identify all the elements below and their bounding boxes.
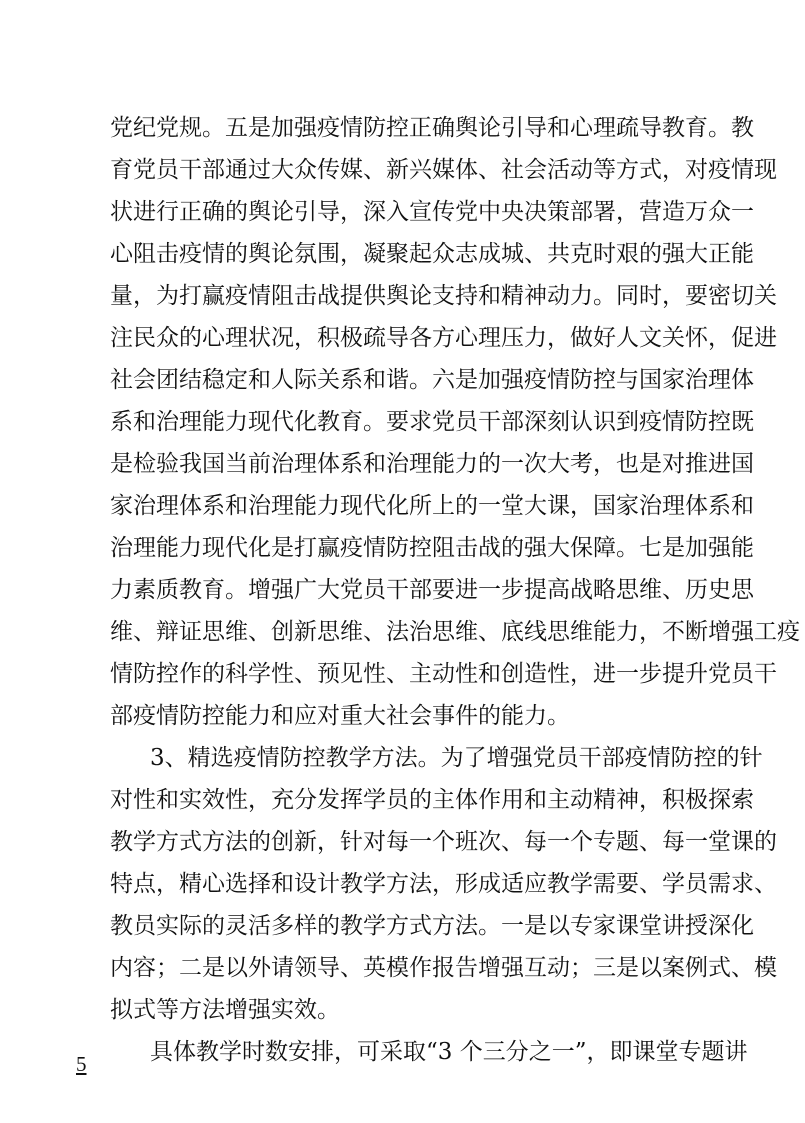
- text-line: 内容；二是以外请领导、英模作报告增强互动；三是以案例式、模: [110, 955, 777, 981]
- text-line: 维、辩证思维、创新思维、法治思维、底线思维能力，不断增强工疫: [110, 619, 800, 645]
- text-line: 量，为打赢疫情阻击战提供舆论支持和精神动力。同时，要密切关: [110, 283, 777, 309]
- text-line: 教员实际的灵活多样的教学方式方法。一是以专家课堂讲授深化: [110, 913, 754, 939]
- text-line: 力素质教育。增强广大党员干部要进一步提高战略思维、历史思: [110, 577, 754, 603]
- text-line: 状进行正确的舆论引导，深入宣传党中央决策部署，营造万众一: [110, 199, 754, 225]
- text-line: 教学方式方法的创新，针对每一个班次、每一个专题、每一堂课的: [110, 829, 777, 855]
- text-line: 拟式等方法增强实效。: [110, 997, 340, 1023]
- text-line: 注民众的心理状况，积极疏导各方心理压力，做好人文关怀，促进: [110, 325, 777, 351]
- text-line: 家治理体系和治理能力现代化所上的一堂大课，国家治理体系和: [110, 493, 754, 519]
- text-line: 心阻击疫情的舆论氛围，凝聚起众志成城、共克时艰的强大正能: [110, 241, 754, 267]
- section-heading-line: 3、精选疫情防控教学方法。为了增强党员干部疫情防控的针: [150, 745, 763, 771]
- text-line: 特点，精心选择和设计教学方法，形成适应教学需要、学员需求、: [110, 871, 777, 897]
- text-line: 育党员干部通过大众传媒、新兴媒体、社会活动等方式，对疫情现: [110, 157, 777, 183]
- text-line: 部疫情防控能力和应对重大社会事件的能力。: [110, 703, 570, 729]
- text-line: 情防控作的科学性、预见性、主动性和创造性，进一步提升党员干: [110, 661, 777, 687]
- text-line: 对性和实效性，充分发挥学员的主体作用和主动精神，积极探索: [110, 787, 754, 813]
- text-line: 党纪党规。五是加强疫情防控正确舆论引导和心理疏导教育。教: [110, 115, 754, 141]
- page-number: 5: [76, 1052, 87, 1076]
- text-line: 是检验我国当前治理体系和治理能力的一次大考，也是对推进国: [110, 451, 754, 477]
- paragraph-start-line: 具体教学时数安排，可采取“3 个三分之一”，即课堂专题讲: [150, 1039, 748, 1065]
- text-line: 社会团结稳定和人际关系和谐。六是加强疫情防控与国家治理体: [110, 367, 754, 393]
- text-line: 治理能力现代化是打赢疫情防控阻击战的强大保障。七是加强能: [110, 535, 754, 561]
- text-line: 系和治理能力现代化教育。要求党员干部深刻认识到疫情防控既: [110, 409, 754, 435]
